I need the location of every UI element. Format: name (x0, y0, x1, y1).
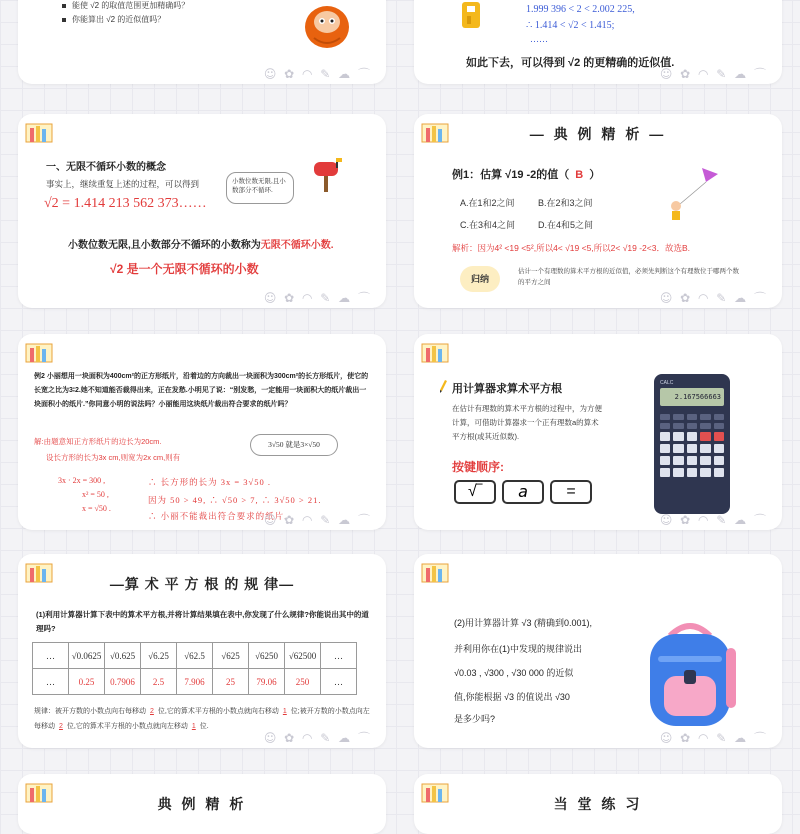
section-title: 当 堂 练 习 (553, 796, 643, 812)
backpack-illustration (640, 618, 740, 730)
table-cell: 25 (213, 669, 249, 695)
question-line-1: (2)用计算器计算 √3 (精确到0.001), (454, 618, 592, 628)
keys-title: 按键顺序: (452, 460, 504, 474)
ellipsis: …… (530, 34, 548, 44)
crayon-icon (420, 340, 456, 368)
slide-7 (18, 554, 386, 748)
option-a: A.在1和2之间 (460, 198, 515, 208)
table-row (33, 643, 357, 669)
table-cell: √6250 (249, 643, 285, 669)
equals-key[interactable]: = (550, 480, 592, 504)
sqrt-table (32, 642, 357, 695)
summary-text: 估计一个有理数的算术平方根的近似值，必须先判断这个有理数位于哪两个数的平方之间 (518, 268, 739, 286)
doodle-decoration: ☺ ✿ ◠ ✎ ☁ ⌒ (659, 291, 768, 305)
doodle-decoration: ☺ ✿ ◠ ✎ ☁ ⌒ (263, 731, 372, 745)
table-cell: … (33, 669, 69, 695)
equation-1: 3x · 2x = 300 , (58, 476, 106, 485)
slide-2 (414, 0, 782, 84)
slide-9 (18, 774, 386, 834)
conclusion-1: ∴ 长方形的长为 3x = 3√50 . (148, 477, 271, 487)
calculator-display: 2.167566663 (660, 388, 724, 406)
solution-line-1: 解:由题意知正方形纸片的边长为20cm. (34, 437, 162, 446)
question-line-2: 并利用你在(1)中发现的规律说出 (454, 644, 583, 654)
doodle-decoration: ☺ ✿ ◠ ✎ ☁ ⌒ (659, 513, 768, 527)
doodle-decoration: ☺ ✿ ◠ ✎ ☁ ⌒ (263, 67, 372, 81)
mailbox-illustration (310, 156, 344, 192)
conclusion-2: 因为 50 > 49, ∴ √50 > 7, ∴ 3√50 > 21. (148, 495, 322, 505)
table-cell: √6.25 (141, 643, 177, 669)
bullet-1: 能使 √2 的取值范围更加精确吗？ (62, 0, 189, 11)
example-problem: 例2 小丽想用一块面积为400cm²的正方形纸片，沿着边的方向裁出一块面积为300cm²的长方形纸片，使它的长宽之比为3∶2.她不知道能否裁得出来，正在发愁.小明见了说：“别发愁，一定能用一块面积大的纸片裁出一块面积小的纸片.”你同意小明的说法吗？小丽能用这块纸片裁出符合要求的纸片吗？ (34, 373, 369, 408)
summary-badge: 归纳 (460, 266, 500, 292)
slide-6 (414, 334, 782, 530)
speech-bubble: 小数位数无限,且小数部分不循环. (226, 172, 294, 204)
table-cell: … (33, 643, 69, 669)
crayon-icon (420, 560, 456, 588)
section-heading: 一、无限不循环小数的概念 (46, 162, 166, 173)
table-cell: … (321, 669, 357, 695)
doodle-decoration: ☺ ✿ ◠ ✎ ☁ ⌒ (263, 513, 372, 527)
table-cell: √0.625 (105, 643, 141, 669)
table-cell: √62.5 (177, 643, 213, 669)
key-illustration (458, 0, 484, 30)
crayon-icon (24, 120, 60, 148)
example-question: 例1：估算 √19 -2的值（ B ） (452, 169, 601, 181)
question-line-3: √0.03 , √300 , √30 000 的近似 (454, 668, 574, 678)
sqrt2-expansion: √2 = 1.414 213 562 373…… (44, 196, 207, 211)
sqrt-key[interactable]: √‾ (454, 480, 496, 504)
slide-3 (18, 114, 386, 308)
solution-line-2: 设长方形的长为3x cm,则宽为2x cm,则有 (46, 453, 181, 462)
rule-text: 规律：被开方数的小数点向右每移动 2 位,它的算术平方根的小数点就向右移动 1 位;被开方数的小数点向左每移动 2 位,它的算术平方根的小数点就向左移动 1 位. (34, 708, 370, 730)
section-heading: 用计算器求算术平方根 (452, 383, 562, 395)
table-cell: √0.0625 (69, 643, 105, 669)
equation-2: x² = 50 , (82, 490, 109, 499)
equation-3: x = √50 . (82, 504, 111, 513)
conclusion-text: 如此下去，可以得到 √2 的更精确的近似值. (466, 57, 675, 69)
intro-text: 事实上，继续重复上述的过程，可以得到 (46, 179, 200, 189)
table-cell: … (321, 643, 357, 669)
slide-5 (18, 334, 386, 530)
table-cell: 2.5 (141, 669, 177, 695)
table-cell: √62500 (285, 643, 321, 669)
crayon-icon (24, 340, 60, 368)
slide-8 (414, 554, 782, 748)
solution-text: 解析：因为4² <19 <5²,所以4< √19 <5,所以2< √19 -2<3．故选B. (452, 243, 690, 253)
slide-4 (414, 114, 782, 308)
section-title: — 典 例 精 析 — (529, 126, 667, 142)
speech-bubble: 3√50 就是3×√50 (250, 434, 338, 456)
kite-kid-illustration (662, 164, 722, 224)
inequality-line-1: 1.999 396 < 2 < 2.002 225, (526, 4, 635, 15)
pencil-icon (438, 378, 448, 394)
option-d: D.在4和5之间 (538, 220, 594, 230)
option-c: C.在3和4之间 (460, 220, 516, 230)
table-cell: √625 (213, 643, 249, 669)
doodle-decoration: ☺ ✿ ◠ ✎ ☁ ⌒ (659, 731, 768, 745)
section-title: 典 例 精 析 (157, 796, 247, 812)
calculator-brand: CALC (660, 380, 674, 386)
bullet-2: 你能算出 √2 的近似值吗？ (62, 14, 165, 25)
table-cell: 0.7906 (105, 669, 141, 695)
sqrt2-statement: √2 是一个无限不循环的小数 (110, 262, 259, 276)
section-title: —算 术 平 方 根 的 规 律— (109, 576, 295, 592)
daruma-doll-illustration (302, 0, 352, 50)
table-cell: 79.06 (249, 669, 285, 695)
slide-10 (414, 774, 782, 834)
table-cell: 0.25 (69, 669, 105, 695)
calculator-illustration (654, 374, 730, 514)
table-cell: 250 (285, 669, 321, 695)
conclusion-3: ∴ 小丽不能裁出符合要求的纸片. (148, 511, 288, 521)
a-key[interactable]: a (502, 480, 544, 504)
slide-1 (18, 0, 386, 84)
table-row (33, 669, 357, 695)
question-text: (1)利用计算器计算下表中的算术平方根,并将计算结果填在表中,你发现了什么规律?你能说出其中的道理吗? (36, 610, 369, 633)
table-cell: 7.906 (177, 669, 213, 695)
question-line-5: 是多少吗? (454, 714, 496, 724)
definition-text: 小数位数无限,且小数部分不循环的小数称为无限不循环小数. (68, 240, 334, 251)
inequality-line-2: ∴ 1.414 < √2 < 1.415; (526, 20, 615, 31)
question-line-4: 值,你能根据 √3 的值说出 √30 (454, 692, 570, 702)
doodle-decoration: ☺ ✿ ◠ ✎ ☁ ⌒ (263, 291, 372, 305)
doodle-decoration: ☺ ✿ ◠ ✎ ☁ ⌒ (659, 67, 768, 81)
calculator-keypad (660, 414, 724, 477)
option-b: B.在2和3之间 (538, 198, 593, 208)
description-text: 在估计有理数的算术平方根的过程中，为方便计算，可借助计算器求一个正有理数a的算术平方根(或其近似数). (452, 404, 602, 441)
